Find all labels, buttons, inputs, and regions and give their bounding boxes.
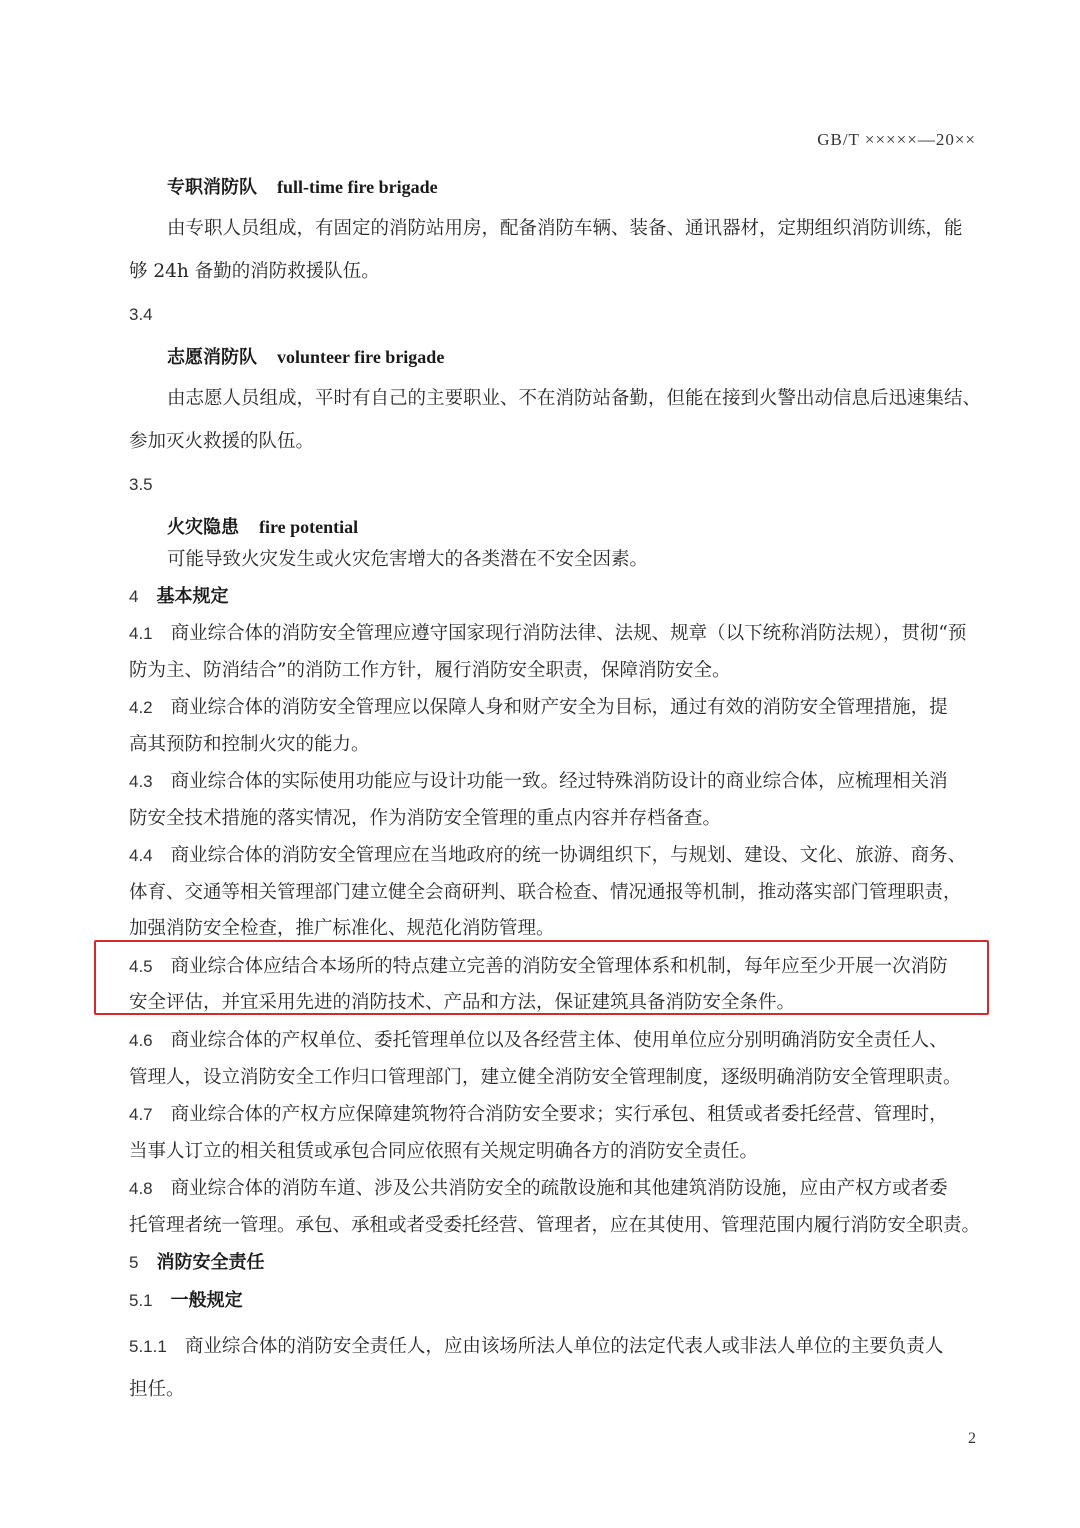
clause-first-line <box>129 621 966 647</box>
clause-line: 管理人，设立消防安全工作归口管理部门，建立健全消防安全管理制度，逐级明确消防安全管理职责。 <box>129 1067 962 1088</box>
term-number: 3.4 <box>129 305 153 324</box>
clause-line: 加强消防安全检查，推广标准化、规范化消防管理。 <box>129 918 555 939</box>
section-number: 4 <box>129 587 139 606</box>
clause-number: 4.5 <box>129 957 153 976</box>
clause-first-line <box>129 843 966 869</box>
section-heading <box>129 1250 264 1276</box>
term-heading <box>167 514 358 541</box>
clause-number: 4.1 <box>129 624 153 643</box>
clause-line: 体育、交通等相关管理部门建立健全会商研判、联合检查、情况通报等机制，推动落实部门管理职责， <box>129 882 962 903</box>
section-number: 5 <box>129 1253 139 1272</box>
term-definition-line: 可能导致火灾发生或火灾危害增大的各类潜在不安全因素。 <box>167 549 649 570</box>
term-definition-line: 参加灭火救援的队伍。 <box>129 431 315 452</box>
clause-number: 5.1.1 <box>129 1337 167 1356</box>
term-heading <box>167 344 444 371</box>
clause-number: 4.7 <box>129 1105 153 1124</box>
clause-text: 商业综合体的消防安全管理应在当地政府的统一协调组织下，与规划、建设、文化、旅游、商务、 <box>170 845 967 866</box>
subsection-title: 一般规定 <box>170 1290 243 1311</box>
clause-text: 商业综合体的产权单位、委托管理单位以及各经营主体、使用单位应分别明确消防安全责任人、 <box>170 1030 948 1051</box>
term-definition-line: 由专职人员组成，有固定的消防站用房，配备消防车辆、装备、通讯器材，定期组织消防训练，能 <box>167 218 963 239</box>
clause-text: 商业综合体的消防安全管理应以保障人身和财产安全为目标，通过有效的消防安全管理措施，提 <box>170 697 948 718</box>
clause-text: 商业综合体的消防安全管理应遵守国家现行消防法律、法规、规章（以下统称消防法规），贯彻“预 <box>170 623 967 644</box>
clause-line: 防为主、防消结合”的消防工作方针，履行消防安全职责，保障消防安全。 <box>129 660 731 681</box>
clause-line: 防安全技术措施的落实情况，作为消防安全管理的重点内容并存档备查。 <box>129 808 722 829</box>
clause-first-line <box>129 954 948 980</box>
term-en: fire potential <box>259 517 359 537</box>
clause-text: 商业综合体的消防车道、涉及公共消防安全的疏散设施和其他建筑消防设施，应由产权方或者委 <box>170 1178 948 1199</box>
term-cn: 火灾隐患 <box>167 517 239 538</box>
term-number: 3.5 <box>129 475 153 494</box>
clause-text: 商业综合体的产权方应保障建筑物符合消防安全要求；实行承包、租赁或者委托经营、管理时， <box>170 1104 948 1125</box>
clause-number: 4.4 <box>129 846 153 865</box>
clause-line: 担任。 <box>129 1379 185 1400</box>
clause-line: 托管理者统一管理。承包、承租或者受委托经营、管理者，应在其使用、管理范围内履行消防安全职责。 <box>129 1215 981 1236</box>
clause-number: 4.6 <box>129 1031 153 1050</box>
clause-first-line <box>129 1028 948 1054</box>
clause-first-line <box>129 769 948 795</box>
clause-first-line <box>129 695 948 721</box>
section-title: 消防安全责任 <box>156 1252 265 1273</box>
clause-number: 4.3 <box>129 772 153 791</box>
page-number: 2 <box>968 1430 976 1447</box>
term-cn: 专职消防队 <box>167 177 257 198</box>
standard-number: GB/T ×××××—20×× <box>817 130 976 149</box>
term-en: full-time fire brigade <box>277 177 438 197</box>
term-definition-line: 由志愿人员组成，平时有自己的主要职业、不在消防站备勤，但能在接到火警出动信息后迅速集结、 <box>167 388 982 409</box>
section-title: 基本规定 <box>156 586 229 607</box>
term-en: volunteer fire brigade <box>277 347 445 367</box>
clause-text: 商业综合体的消防安全责任人，应由该场所法人单位的法定代表人或非法人单位的主要负责人 <box>184 1336 944 1357</box>
clause-number: 4.8 <box>129 1179 153 1198</box>
term-heading <box>167 174 438 201</box>
clause-text: 商业综合体的实际使用功能应与设计功能一致。经过特殊消防设计的商业综合体，应梳理相关消 <box>170 771 948 792</box>
term-cn: 志愿消防队 <box>167 347 257 368</box>
clause-first-line <box>129 1176 948 1202</box>
clause-first-line <box>129 1102 948 1128</box>
subsection-heading <box>129 1288 243 1314</box>
clause-text: 商业综合体应结合本场所的特点建立完善的消防安全管理体系和机制，每年应至少开展一次消防 <box>170 956 948 977</box>
clause-line: 高其预防和控制火灾的能力。 <box>129 734 370 755</box>
subsection-number: 5.1 <box>129 1291 153 1310</box>
clause-line: 当事人订立的相关租赁或承包合同应依照有关规定明确各方的消防安全责任。 <box>129 1141 759 1162</box>
clause-first-line <box>129 1334 943 1360</box>
clause-line: 安全评估，并宜采用先进的消防技术、产品和方法，保证建筑具备消防安全条件。 <box>129 992 796 1013</box>
clause-number: 4.2 <box>129 698 153 717</box>
section-heading <box>129 584 228 610</box>
term-definition-line: 够 24h 备勤的消防救援队伍。 <box>129 261 380 282</box>
